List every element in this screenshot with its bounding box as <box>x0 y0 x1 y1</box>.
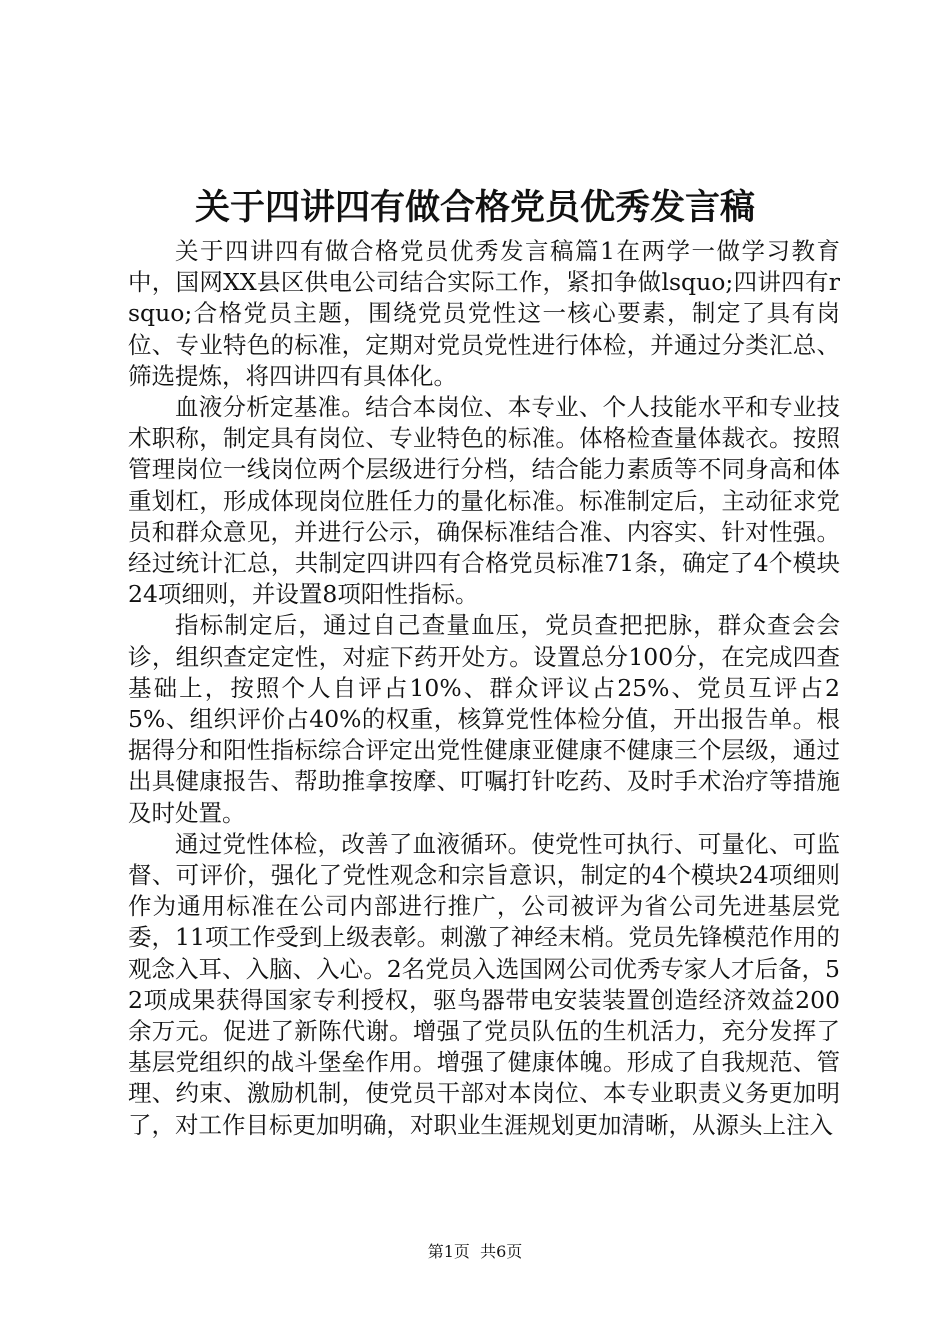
document-title: 关于四讲四有做合格党员优秀发言稿 <box>194 187 755 228</box>
page-footer <box>0 1240 950 1264</box>
page-total: 共6页 <box>480 1242 523 1261</box>
footer-spacer <box>470 1242 480 1261</box>
document-body <box>128 236 840 1141</box>
paragraph-1: 关于四讲四有做合格党员优秀发言稿篇1在两学一做学习教育中，国网XX县区供电公司结合实际工作，紧扣争做lsquo;四讲四有rsquo;合格党员主题，围绕党员党性这一核心要素，制定了具有岗位、专业特色的标准，定期对党员党性进行体检，并通过分类汇总、筛选提炼，将四讲四有具体化。 <box>128 237 840 390</box>
paragraph-4: 通过党性体检，改善了血液循环。使党性可执行、可量化、可监督、可评价，强化了党性观念和宗旨意识，制定的4个模块24项细则作为通用标准在公司内部进行推广，公司被评为省公司先进基层党委，11项工作受到上级表彰。刺激了神经末梢。党员先锋模范作用的观念入耳、入脑、入心。2名党员入选国网公司优秀专家人才后备，52项成果获得国家专利授权，驱鸟器带电安装装置创造经济效益200余万元。促进了新陈代谢。增强了党员队伍的生机活力，充分发挥了基层党组织的战斗堡垒作用。增强了健康体魄。形成了自我规范、管理、约束、激励机制，使党员干部对本岗位、本专业职责义务更加明了，对工作目标更加明确，对职业生涯规划更加清晰，从源头上注入 <box>128 829 840 1139</box>
page-number: 第1页 <box>427 1242 470 1261</box>
paragraph-2: 血液分析定基准。结合本岗位、本专业、个人技能水平和专业技术职称，制定具有岗位、专业特色的标准。体格检查量体裁衣。按照管理岗位一线岗位两个层级进行分档，结合能力素质等不同身高和体重划杠，形成体现岗位胜任力的量化标准。标准制定后，主动征求党员和群众意见，并进行公示，确保标准结合准、内容实、针对性强。经过统计汇总，共制定四讲四有合格党员标准71条，确定了4个模块24项细则，并设置8项阳性指标。 <box>128 393 840 609</box>
paragraph-3: 指标制定后，通过自己查量血压，党员查把把脉，群众查会会诊，组织查定定性，对症下药开处方。设置总分100分，在完成四查基础上，按照个人自评占10%、群众评议占25%、党员互评占25%、组织评价占40%的权重，核算党性体检分值，开出报告单。根据得分和阳性指标综合评定出党性健康亚健康不健康三个层级，通过出具健康报告、帮助推拿按摩、叮嘱打针吃药、及时手术治疗等措施及时处置。 <box>128 611 840 827</box>
